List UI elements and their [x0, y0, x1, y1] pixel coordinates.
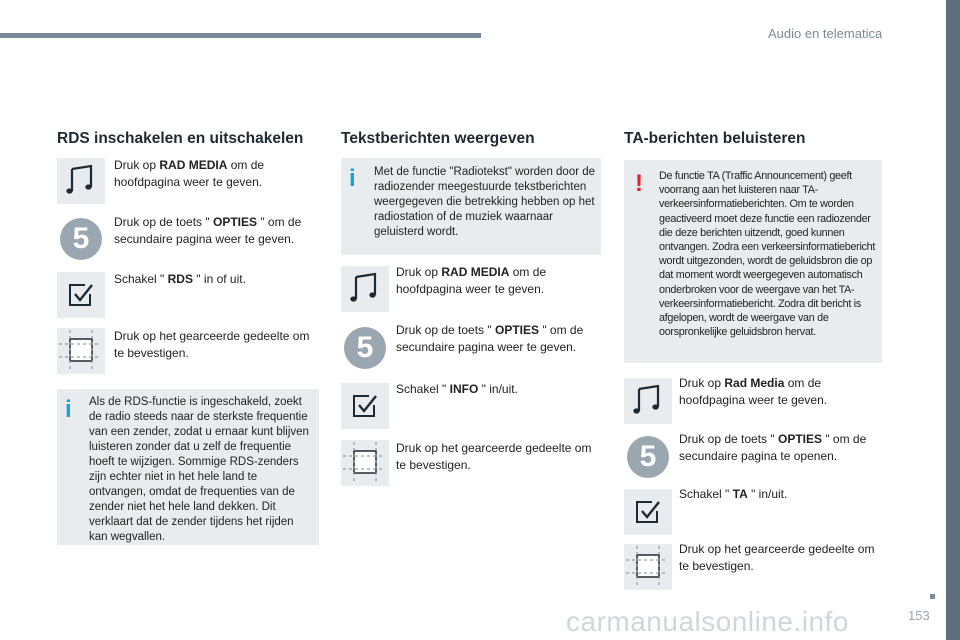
top-rule	[0, 33, 481, 38]
step-3-text: Schakel " INFO " in/uit.	[396, 382, 518, 396]
side-tab	[946, 0, 960, 640]
checkbox-icon	[57, 272, 105, 318]
section-title: Audio en telematica	[768, 26, 883, 41]
music-note-icon	[624, 378, 672, 424]
music-note-icon	[341, 266, 389, 312]
info-note	[57, 389, 319, 545]
step-3-text: Schakel " RDS " in of uit.	[114, 272, 246, 286]
watermark: carmanualsonline.info	[566, 606, 849, 637]
hatched-area-icon	[624, 544, 672, 590]
warning-note	[624, 160, 882, 363]
info-icon: i	[349, 165, 356, 192]
music-note-icon	[57, 158, 105, 204]
step-1-text: Druk op Rad Media om de hoofdpagina weer te geven.	[679, 376, 828, 407]
step-4-text: Druk op het gearceerde gedeelte om te bevestigen.	[679, 542, 875, 573]
page-number: 153	[908, 608, 930, 623]
warning-note-text: De functie TA (Traffic Announcement) geeft voorrang aan het luisteren naar TA-verkeersinformatieberichten. Om te worden geactiveerd moet deze functie een radiozender die deze berichten uitzendt, goed kunnen ontvangen. Zodra een verkeersinformatiebericht wordt uitgezonden, wordt de geluidsbron die op dat moment wordt weergegeven automatisch onderbroken voor de weergave van het TA-verkeersinformatiebericht. Zodra dit bericht is afgelopen, wordt de weergave van de oorspronkelijke geluidsbron hervat.	[659, 170, 876, 339]
step-4-text: Druk op het gearceerde gedeelte om te bevestigen.	[114, 329, 310, 360]
hatched-area-icon	[57, 328, 105, 374]
step-2-text: Druk op de toets " OPTIES " om de secundaire pagina weer te geven.	[114, 215, 302, 246]
info-note	[341, 158, 601, 255]
checkbox-icon	[624, 489, 672, 535]
step-number-badge: 5	[341, 323, 389, 373]
info-icon: i	[65, 396, 72, 423]
column-title: TA-berichten beluisteren	[624, 130, 806, 147]
step-number-badge: 5	[57, 214, 105, 264]
column-title: Tekstberichten weergeven	[341, 130, 535, 147]
column-title: RDS inschakelen en uitschakelen	[57, 130, 304, 147]
step-number-badge: 5	[624, 432, 672, 482]
step-2-text: Druk op de toets " OPTIES " om de secundaire pagina weer te geven.	[396, 323, 584, 354]
step-1-text: Druk op RAD MEDIA om de hoofdpagina weer te geven.	[396, 265, 547, 296]
page-dot	[930, 594, 935, 599]
step-2-text: Druk op de toets " OPTIES " om de secundaire pagina te openen.	[679, 432, 867, 463]
checkbox-icon	[341, 383, 389, 429]
step-4-text: Druk op het gearceerde gedeelte om te bevestigen.	[396, 441, 592, 472]
info-note-text: Met de functie "Radiotekst" worden door de radiozender meegestuurde tekstberichten weergegeven die betrekking hebben op het radiostation of de muziek waarnaar geluisterd wordt.	[374, 166, 596, 238]
warning-icon: !	[635, 170, 643, 197]
info-note-text: Als de RDS-functie is ingeschakeld, zoekt de radio steeds naar de sterkste frequentie van een zender, zodat u ernaar kunt blijven luisteren zonder dat u zelf de frequentie hoeft te wijzigen. Sommige RDS-zenders zijn echter niet in het hele land te ontvangen, omdat de frequenties van de zender niet het hele land dekken. Dit verklaart dat de zender tijdens het rijden kan wegvallen.	[89, 396, 309, 543]
step-3-text: Schakel " TA " in/uit.	[679, 487, 788, 501]
hatched-area-icon	[341, 440, 389, 486]
step-1-text: Druk op RAD MEDIA om de hoofdpagina weer te geven.	[114, 158, 265, 189]
